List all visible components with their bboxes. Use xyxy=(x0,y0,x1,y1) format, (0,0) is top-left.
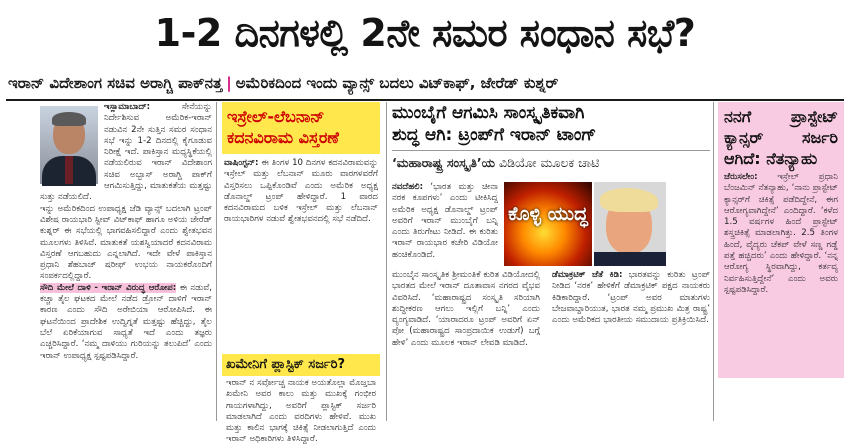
lower-b-text: ಭಾರತವನ್ನು ಕುರಿತು ಟ್ರಂಪ್ ನೀಡಿದ ‘ನರಕ’ ಹೇಳಿಕೆಗೆ ಡೆಮಾಕ್ರಟಿಕ್ ಪಕ್ಷದ ನಾಯಕರು ಕಿಡಿಕಾರಿದ್ದಾರೆ. ‘ಟ್ರಂಪ್ ಅವರ ಮಾತುಗಳು ಬೇಜವಾಬ್ದಾರಿಯುತ, ಭಾರತ ನಮ್ಮ ಪ್ರಮುಖ ಮಿತ್ರ ರಾಷ್ಟ್ರ’ ಎಂದು ಅಮೆರಿಕದ ಭಾರತೀಯ ಸಮುದಾಯ ಪ್ರತಿಕ್ರಿಯಿಸಿದೆ. xyxy=(552,270,711,326)
article-iran-talks xyxy=(40,102,212,421)
israel-lebanon-box xyxy=(222,102,380,154)
image-caption: ಕೊಳ್ಳಿ ಯುದ್ಧ xyxy=(508,203,588,225)
subhead-separator: | xyxy=(226,74,232,92)
header-rule xyxy=(6,99,844,101)
subhead-right: ಅಮೆರಿಕದಿಂದ ಇಂದು ವ್ಯಾನ್ಸ್ ಬದಲು ವಿಟ್‌ಕಾಫ್, ಜೇರೆಡ್ ಕುಶ್ನರ್ xyxy=(235,74,559,92)
minister-photo xyxy=(40,106,98,184)
article-title-line1: ಮುಂಬೈಗೆ ಆಗಮಿಸಿ ಸಾಂಸ್ಕೃತಿಕವಾಗಿ xyxy=(392,103,585,123)
box-title: ನನಗೆ ಪ್ರಾಸ್ಟೇಟ್ ಕ್ಯಾನ್ಸರ್ ಸರ್ಜರಿ ಆಗಿದೆ: ನೆತನ್ಯಾಹು xyxy=(724,107,838,168)
khamenei-box xyxy=(222,354,380,448)
box-body xyxy=(222,154,380,226)
article-body: ಇನ್ನು ಅಮೆರಿಕದಿಂದ ಉಪಾಧ್ಯಕ್ಷ ಜೆಡಿ ವ್ಯಾನ್ಸ್ ಬದಲಾಗಿ ಟ್ರಂಪ್ ವಿಶೇಷ ರಾಯಭಾರಿ ಸ್ಟೀವ್ ವಿಟ್‌ಕಾಫ್ ಹಾಗೂ ಅಳಿಯ ಜೇರೆಡ್ ಕುಶ್ನರ್ ಈ ಸಭೆಯಲ್ಲಿ ಭಾಗವಹಿಸಲಿದ್ದಾರೆ ಎಂದು ಶ್ವೇತಭವನ ಮೂಲಗಳು ತಿಳಿಸಿವೆ. ಮಾತುಕತೆ ಯಶಸ್ವಿಯಾದರೆ ಕದನವಿರಾಮ ವಿಸ್ತರಣೆ ಆಗಬಹುದು ಎನ್ನಲಾಗಿದೆ. ಇದೇ ವೇಳೆ ಪಾಕಿಸ್ತಾನ ಪ್ರಧಾನಿ ಶೆಹಬಾಜ್ ಷರೀಫ್ ಉಭಯ ನಾಯಕರೊಂದಿಗೆ ಸಂಪರ್ಕದಲ್ಲಿದ್ದಾರೆ. xyxy=(40,203,212,282)
netanyahu-box xyxy=(718,102,844,378)
article-netanyahu xyxy=(718,102,844,421)
box-text: ಇಸ್ರೇಲ್ ಪ್ರಧಾನಿ ಬೆಂಜಮಿನ್ ನೆತನ್ಯಾಹು, ‘ನಾನು ಪ್ರಾಸ್ಟೇಟ್ ಕ್ಯಾನ್ಸರ್‌ಗೆ ಚಿಕಿತ್ಸೆ ಪಡೆದಿದ್ದೇನೆ, ಈಗ ಆರೋಗ್ಯವಾಗಿದ್ದೇನೆ’ ಎಂದಿದ್ದಾರೆ. ‘ಕಳೆದ 1.5 ವರ್ಷಗಳ ಹಿಂದೆ ಪ್ರಾಸ್ಟೇಟ್ ಶಸ್ತ್ರಚಿಕಿತ್ಸೆ ಮಾಡಲಾಗಿತ್ತು. 2.5 ತಿಂಗಳ ಹಿಂದೆ, ವೈದ್ಯರು ಚೆಕಪ್ ವೇಳೆ ಸಣ್ಣ ಗಡ್ಡೆ ಪತ್ತೆ ಹಚ್ಚಿದರು’ ಎಂದು ಹೇಳಿದ್ದಾರೆ. ‘ನನ್ನ ಆರೋಗ್ಯ ಸ್ಥಿರವಾಗಿದ್ದು, ಕರ್ತವ್ಯ ನಿರ್ವಹಿಸುತ್ತಿದ್ದೇನೆ’ ಎಂದು ಅವರು ಸ್ಪಷ್ಟಪಡಿಸಿದ್ದಾರೆ. xyxy=(724,172,838,295)
box-body xyxy=(724,169,838,296)
dateline: ಇಸ್ಲಾಮಾಬಾದ್: xyxy=(104,102,151,112)
box-title: ಖಮೇನಿಗೆ ಪ್ಲಾಸ್ಟಿಕ್ ಸರ್ಜರಿ? xyxy=(226,357,346,372)
lower-col-b xyxy=(552,270,710,326)
lead-paragraph xyxy=(392,182,498,261)
article-subtitle: ‘ಮಹಾರಾಷ್ಟ್ರ ಸಂಸ್ಕೃತಿ’ಯ ವಿಡಿಯೋ ಮೂಲಕ ಚಾಟಿ xyxy=(392,155,600,170)
dateline: ವಾಷಿಂಗ್ಟನ್: xyxy=(224,158,259,168)
dateline: ಡೆಮಾಕ್ರಟಿಕ್ ಜೆತೆ ಕಿಡಿ: xyxy=(552,270,623,280)
article-tail: ಈ ನಡುವೆ, ಕಚ್ಚಾ ತೈಲ ಘಟಕದ ಮೇಲೆ ನಡೆದ ಡ್ರೋನ್ ದಾಳಿಗೆ ಇರಾನ್ ಕಾರಣ ಎಂದು ಸೌದಿ ಅರೇಬಿಯಾ ಆರೋಪಿಸಿದೆ. ಈ ಘಟನೆಯಿಂದ ಪ್ರಾದೇಶಿಕ ಉದ್ವಿಗ್ನತೆ ಮತ್ತಷ್ಟು ಹೆಚ್ಚಿದ್ದು, ತೈಲ ಬೆಲೆ ಏರಿಕೆಯಾಗುವ ಸಾಧ್ಯತೆ ಇದೆ ಎಂದು ತಜ್ಞರು ಎಚ್ಚರಿಸಿದ್ದಾರೆ. ‘ನಮ್ಮ ದಾಳಿಯು ಗುರಿಯನ್ನು ತಲುಪಿದೆ’ ಎಂದು ಇರಾನ್ ಉಪಾಧ್ಯಕ್ಷ ಸ್ಪಷ್ಟಪಡಿಸಿದ್ದಾರೆ. xyxy=(40,282,212,361)
box-text: ಈ ತಿಂಗಳ 10 ದಿನಗಳ ಕದನವಿರಾಮವನ್ನು ಇಸ್ರೇಲ್ ಮತ್ತು ಲೆಬನಾನ್ ಮೂರು ವಾರಗಳವರೆಗೆ ವಿಸ್ತರಿಸಲು ಒಪ್ಪಿಕೊಂಡಿವೆ ಎಂದು ಅಮೆರಿಕ ಅಧ್ಯಕ್ಷ ಡೊನಾಲ್ಡ್ ಟ್ರಂಪ್ ಹೇಳಿದ್ದಾರೆ. 1 ವಾರದ ಕದನವಿರಾಮದ ಬಳಿಕ ಇಸ್ರೇಲ್ ಮತ್ತು ಲೆಬನಾನ್ ರಾಯಭಾರಿಗಳ ನಡುವೆ ಶ್ವೇತಭವನದಲ್ಲಿ ಸಭೆ ನಡೆದಿದೆ. xyxy=(224,158,379,225)
article-trump-iran xyxy=(392,102,710,421)
title-rule xyxy=(392,150,710,151)
box-title: ಇಸ್ರೇಲ್-ಲೆಬನಾನ್ ಕದನವಿರಾಮ ವಿಸ್ತರಣೆ xyxy=(227,107,339,147)
article-intro: ಸೇನೆಯನ್ನು ನಿರ್ದೇಶಿಸುವ ಅಮೆರಿಕ-ಇರಾನ್ ನಡುವಿನ 2ನೇ ಸುತ್ತಿನ ಸಮರ ಸಂಧಾನ ಸಭೆ ಇನ್ನು 1-2 ದಿನದಲ್ಲಿ ಕೈಗೂಡುವ ನಿರೀಕ್ಷೆ ಇದೆ. ಪಾಕಿಸ್ತಾನ ಮಧ್ಯಸ್ಥಿಕೆಯಲ್ಲಿ ನಡೆಯಲಿರುವ ಇರಾನ್ ವಿದೇಶಾಂಗ ಸಚಿವ ಅಬ್ಬಾಸ್ ಅರಾಗ್ಚಿ ಪಾಕ್‌ಗೆ ಆಗಮಿಸುತ್ತಿದ್ದು, ಮಾತುಕತೆಯ ಮತ್ತಷ್ಟು ಸುತ್ತು ನಡೆಯಲಿದೆ. xyxy=(40,102,212,203)
lead-text: ‘ಭಾರತ ಮತ್ತು ಚೀನಾ ನರಕ ಕೂಪಗಳು’ ಎಂದು ಟೀಕಿಸಿದ್ದ ಅಮೆರಿಕ ಅಧ್ಯಕ್ಷ ಡೊನಾಲ್ಡ್ ಟ್ರಂಪ್ ಅವರಿಗೆ ಇರಾನ್ ಮುಂಬೈಗೆ ಬನ್ನಿ ಎಂದು ತಿರುಗೇಟು ನೀಡಿದೆ. ಈ ಕುರಿತು ಇರಾನ್ ರಾಯಭಾರ ಕಚೇರಿ ವಿಡಿಯೋ ಹಂಚಿಕೊಂಡಿದೆ. xyxy=(392,182,499,260)
highlighted-subheading: ಸೌದಿ ಮೇಲೆ ದಾಳಿ - ಇರಾನ್ ವಿರುದ್ಧ ಆರೋಪ: xyxy=(40,282,177,293)
main-headline: 1-2 ದಿನಗಳಲ್ಲಿ 2ನೇ ಸಮರ ಸಂಧಾನ ಸಭೆ? xyxy=(154,11,696,55)
subheadline xyxy=(8,70,842,96)
feature-image xyxy=(504,182,714,266)
lower-col-a: ಮುಂಬೈನ ಸಾಂಸ್ಕೃತಿಕ ಶ್ರೀಮಂತಿಕೆ ಕುರಿತ ವಿಡಿಯೋದಲ್ಲಿ ಭಾರತದ ಮೇಲೆ ಇರಾನ್ ದೂತಾವಾಸ ನಗರದ ವೈಭವ ವಿವರಿಸಿದೆ. ‘ಮಹಾರಾಷ್ಟ್ರದ ಸಂಸ್ಕೃತಿ ಸರಿಯಾಗಿ ಶುದ್ಧೀಕರಣ ಆಗಲು ಇಲ್ಲಿಗೆ ಬನ್ನಿ’ ಎಂದು ವ್ಯಂಗ್ಯವಾಡಿದೆ. ‘ಯಾರಾದರೂ ಟ್ರಂಪ್ ಅವರಿಗೆ ಏನ್ ಪೋ (ಮಹಾರಾಷ್ಟ್ರದ ಸಾಂಪ್ರದಾಯಿಕ ಉಡುಗೆ) ಬಗ್ಗೆ ಹೇಳಿ’ ಎಂದು ಮೂಲಕ ಇರಾನ್ ಲೇವಡಿ ಮಾಡಿದೆ. xyxy=(392,270,540,348)
box-text: ಇರಾನ್ ನ ಸರ್ವೋಚ್ಚ ನಾಯಕ ಅಯತೊಲ್ಲಾ ಮೊಜ್ತಬಾ ಖಮೇನಿ ಅವರ ಕಾಲು ಮತ್ತು ಮುಖಕ್ಕೆ ಗಂಭೀರ ಗಾಯಗಳಾಗಿದ್ದು, ಅವರಿಗೆ ಪ್ಲಾಸ್ಟಿಕ್ ಸರ್ಜರಿ ಮಾಡಲಾಗಿದೆ ಎಂದು ವರದಿಗಳು ಹೇಳಿವೆ. ಮುಖ ಮತ್ತು ಕಾಲಿನ ಭಾಗಕ್ಕೆ ಚಿಕಿತ್ಸೆ ನೀಡಲಾಗುತ್ತಿದೆ ಎಂದು ಇರಾನ್ ಅಧಿಕಾರಿಗಳು ತಿಳಿಸಿದ್ದಾರೆ. xyxy=(226,378,376,445)
column-divider xyxy=(216,102,217,421)
column-divider xyxy=(386,102,387,421)
dateline: ನವದೆಹಲಿ: xyxy=(392,182,424,192)
sidebar-column xyxy=(222,102,380,445)
article-title-line2: ಶುದ್ಧ ಆಗಿ: ಟ್ರಂಪ್‌ಗೆ ಇರಾನ್ ಟಾಂಗ್ xyxy=(392,125,597,145)
subhead-left: ಇರಾನ್ ವಿದೇಶಾಂಗ ಸಚಿವ ಅರಾಗ್ಚಿ ಪಾಕ್‌ನತ್ತ xyxy=(8,74,223,92)
column-divider xyxy=(713,102,714,421)
dateline: ಜೆರುಸಲೇಂ: xyxy=(724,172,758,182)
